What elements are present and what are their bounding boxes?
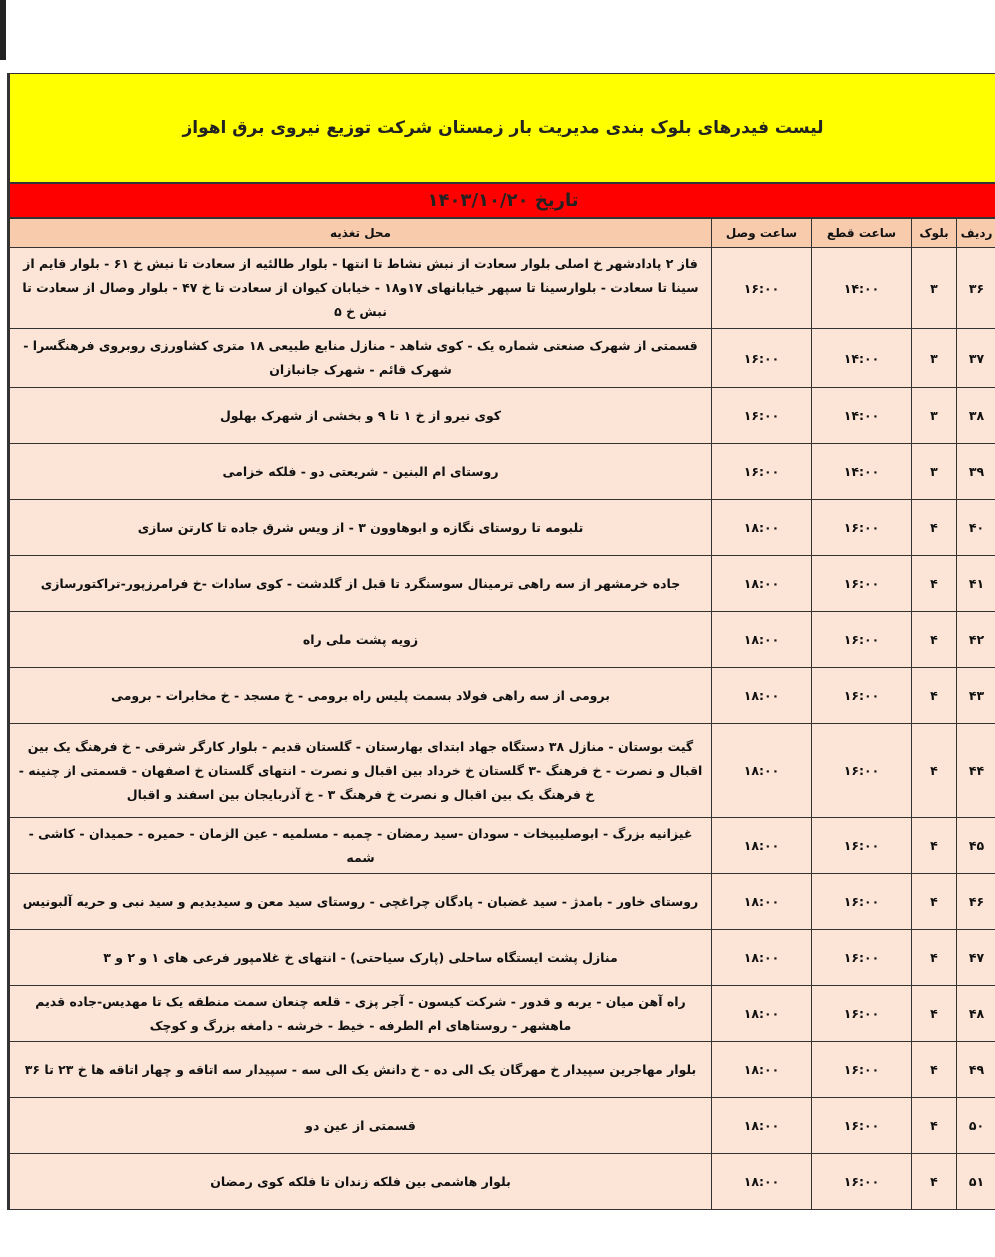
location-cell: روستای خاور - بامدژ - سید غضبان - پادگان چراغچی - روستای سید معن و سیدیدیم و سید نبی و حریه آلبونیس: [10, 874, 712, 930]
row-number: ۴۷: [957, 930, 995, 986]
cut-time: ۱۶:۰۰: [812, 930, 912, 986]
row-number: ۴۵: [957, 818, 995, 874]
table-row: [10, 500, 995, 556]
row-number: ۴۱: [957, 556, 995, 612]
block-cell: ۴: [912, 818, 957, 874]
connect-time: ۱۸:۰۰: [712, 930, 812, 986]
table-row: [10, 388, 995, 444]
block-cell: ۳: [912, 329, 957, 388]
row-number: ۴۶: [957, 874, 995, 930]
row-number: ۵۱: [957, 1154, 995, 1210]
location-cell: فاز ۲ پادادشهر خ اصلی بلوار سعادت از نبش نشاط تا انتها - بلوار طالئیه از سعادت تا نبش خ ۶۱ - بلوار قایم از سینا تا سعادت - بلوارسینا تا سپهر خیابانهای ۱۷و۱۸ - خیابان کیوان از سعادت تا خ ۴۷ - بلوار وصال از سعادت تا نبش خ ۵: [10, 248, 712, 329]
location-cell: قسمتی از شهرک صنعتی شماره یک - کوی شاهد - منازل منابع طبیعی ۱۸ متری کشاورزی روبروی فرهنگسرا - شهرک قائم - شهرک جانبازان: [10, 329, 712, 388]
row-number: ۴۲: [957, 612, 995, 668]
cut-time: ۱۴:۰۰: [812, 329, 912, 388]
connect-time: ۱۸:۰۰: [712, 1154, 812, 1210]
row-number: ۳۸: [957, 388, 995, 444]
block-cell: ۳: [912, 248, 957, 329]
cut-time: ۱۶:۰۰: [812, 724, 912, 818]
connect-time: ۱۶:۰۰: [712, 444, 812, 500]
table-header: [10, 219, 995, 248]
schedule-table: [9, 218, 995, 1210]
block-cell: ۴: [912, 612, 957, 668]
connect-time: ۱۸:۰۰: [712, 818, 812, 874]
cut-time: ۱۴:۰۰: [812, 444, 912, 500]
sheet-title: لیست فیدرهای بلوک بندی مدیریت بار زمستان شرکت توزیع نیروی برق اهواز: [9, 73, 995, 183]
table-row: [10, 930, 995, 986]
table-row: [10, 556, 995, 612]
connect-time: ۱۶:۰۰: [712, 248, 812, 329]
location-cell: تلبومه تا روستای نگازه و ابوهاوون ۳ - از ویس شرق جاده تا کارتن سازی: [10, 500, 712, 556]
location-cell: غیزانیه بزرگ - ابوصلیبیخات - سودان -سید رمضان - چمبه - مسلمیه - عین الزمان - حمیره - حمیدان - کاشی - شمه: [10, 818, 712, 874]
header-cut: ساعت قطع: [812, 219, 912, 248]
row-number: ۴۳: [957, 668, 995, 724]
cut-time: ۱۶:۰۰: [812, 1098, 912, 1154]
location-cell: منازل پشت ایستگاه ساحلی (پارک سیاحتی) - انتهای خ غلامپور فرعی های ۱ و ۲ و ۳: [10, 930, 712, 986]
location-cell: راه آهن میان - یربه و قدور - شرکت کیسون - آجر پزی - قلعه چنعان سمت منطقه یک تا مهدیس-جاده قدیم ماهشهر - روستاهای ام الطرفه - خیط - خرشه - دامغه بزرگ و کوچک: [10, 986, 712, 1042]
connect-time: ۱۸:۰۰: [712, 500, 812, 556]
connect-time: ۱۶:۰۰: [712, 388, 812, 444]
header-location: محل تغذیه: [10, 219, 712, 248]
row-number: ۵۰: [957, 1098, 995, 1154]
location-cell: بلوار مهاجرین سپیدار خ مهرگان یک الی ده - خ دانش یک الی سه - سپیدار سه اتاقه و چهار اتاقه ها خ ۲۳ تا ۳۶: [10, 1042, 712, 1098]
cut-time: ۱۶:۰۰: [812, 612, 912, 668]
block-cell: ۴: [912, 930, 957, 986]
cut-time: ۱۶:۰۰: [812, 1154, 912, 1210]
row-number: ۳۹: [957, 444, 995, 500]
cut-time: ۱۶:۰۰: [812, 818, 912, 874]
cut-time: ۱۴:۰۰: [812, 248, 912, 329]
location-cell: جاده خرمشهر از سه راهی ترمینال سوسنگرد تا قبل از گلدشت - کوی سادات -خ فرامرزپور-تراکتورسازی: [10, 556, 712, 612]
block-cell: ۳: [912, 388, 957, 444]
schedule-sheet: [7, 73, 995, 1210]
table-row: [10, 668, 995, 724]
connect-time: ۱۸:۰۰: [712, 1098, 812, 1154]
location-cell: برومی از سه راهی فولاد بسمت پلیس راه برومی - خ مسجد - خ مخابرات - برومی: [10, 668, 712, 724]
block-cell: ۳: [912, 444, 957, 500]
cut-time: ۱۶:۰۰: [812, 556, 912, 612]
block-cell: ۴: [912, 668, 957, 724]
table-row: [10, 248, 995, 329]
connect-time: ۱۸:۰۰: [712, 668, 812, 724]
row-number: ۴۹: [957, 1042, 995, 1098]
table-row: [10, 1042, 995, 1098]
table-row: [10, 986, 995, 1042]
row-number: ۳۶: [957, 248, 995, 329]
table-row: [10, 444, 995, 500]
cut-time: ۱۶:۰۰: [812, 874, 912, 930]
connect-time: ۱۸:۰۰: [712, 612, 812, 668]
cut-time: ۱۶:۰۰: [812, 1042, 912, 1098]
location-cell: زویه پشت ملی راه: [10, 612, 712, 668]
connect-time: ۱۸:۰۰: [712, 1042, 812, 1098]
cut-time: ۱۴:۰۰: [812, 388, 912, 444]
block-cell: ۴: [912, 1154, 957, 1210]
header-block: بلوک: [912, 219, 957, 248]
table-row: [10, 874, 995, 930]
location-cell: قسمتی از عین دو: [10, 1098, 712, 1154]
table-row: [10, 612, 995, 668]
location-cell: روستای ام البنین - شریعتی دو - فلکه خزامی: [10, 444, 712, 500]
block-cell: ۴: [912, 500, 957, 556]
block-cell: ۴: [912, 1098, 957, 1154]
block-cell: ۴: [912, 874, 957, 930]
cut-time: ۱۶:۰۰: [812, 986, 912, 1042]
row-number: ۳۷: [957, 329, 995, 388]
block-cell: ۴: [912, 1042, 957, 1098]
table-row: [10, 724, 995, 818]
block-cell: ۴: [912, 556, 957, 612]
connect-time: ۱۸:۰۰: [712, 556, 812, 612]
sheet-date: تاریخ ۱۴۰۳/۱۰/۲۰: [9, 183, 995, 218]
row-number: ۴۴: [957, 724, 995, 818]
cut-time: ۱۶:۰۰: [812, 668, 912, 724]
location-cell: گیت بوستان - منازل ۳۸ دستگاه جهاد ابتدای بهارستان - گلستان قدیم - بلوار کارگر شرقی - خ فرهنگ یک بین اقبال و نصرت - خ فرهنگ -۳ گلستان خ خرداد بین اقبال و نصرت - انتهای گلستان خ اصفهان - قسمتی از چنینه - خ فرهنگ یک بین اقبال و نصرت خ فرهنگ ۳ - خ آذربایجان بین اسفند و اقبال: [10, 724, 712, 818]
cut-time: ۱۶:۰۰: [812, 500, 912, 556]
block-cell: ۴: [912, 986, 957, 1042]
connect-time: ۱۶:۰۰: [712, 329, 812, 388]
connect-time: ۱۸:۰۰: [712, 874, 812, 930]
header-row: ردیف: [957, 219, 995, 248]
row-number: ۴۸: [957, 986, 995, 1042]
header-connect: ساعت وصل: [712, 219, 812, 248]
table-row: [10, 329, 995, 388]
connect-time: ۱۸:۰۰: [712, 724, 812, 818]
connect-time: ۱۸:۰۰: [712, 986, 812, 1042]
row-number: ۴۰: [957, 500, 995, 556]
table-row: [10, 1154, 995, 1210]
window-edge: [0, 0, 6, 60]
location-cell: کوی نیرو از خ ۱ تا ۹ و بخشی از شهرک بهلول: [10, 388, 712, 444]
location-cell: بلوار هاشمی بین فلکه زندان تا فلکه کوی رمضان: [10, 1154, 712, 1210]
table-row: [10, 818, 995, 874]
table-row: [10, 1098, 995, 1154]
block-cell: ۴: [912, 724, 957, 818]
